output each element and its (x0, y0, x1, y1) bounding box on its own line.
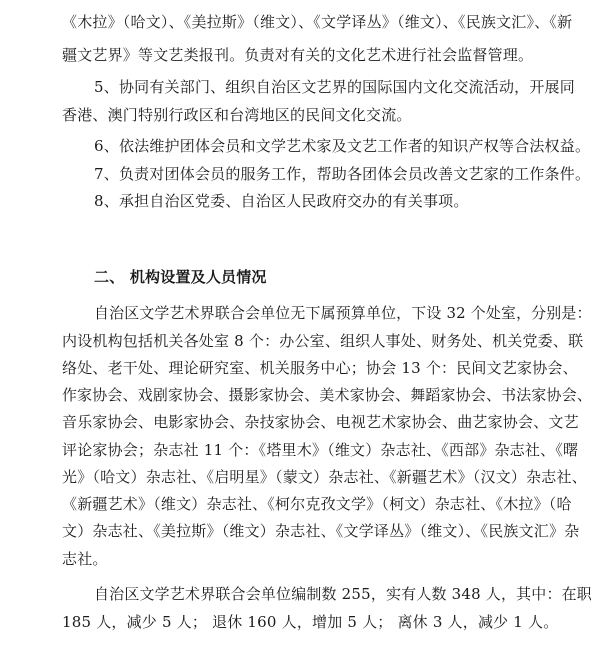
text-line: 8、承担自治区党委、自治区人民政府交办的有关事项。 (94, 192, 469, 210)
text-line: 7、负责对团体会员的服务工作，帮助各团体会员改善文艺家的工作条件。 (94, 165, 591, 183)
text-line: 文）杂志社、《美拉斯》（维文）杂志社、《文学译丛》（维文）、《民族文汇》杂 (62, 522, 580, 540)
text-line: 络处、老干处、理论研究室、机关服务中心；协会 13 个：民间文艺家协会、 (62, 359, 578, 377)
text-line: 自治区文学艺术界联合会单位编制数 255，实有人数 348 人，其中：在职 (94, 585, 592, 603)
text-line: 《新疆艺术》（维文）杂志社、《柯尔克孜文学》（柯文）杂志社、《木拉》（哈 (62, 495, 572, 513)
text-line: 音乐家协会、电影家协会、杂技家协会、电视艺术家协会、曲艺家协会、文艺 (62, 413, 579, 431)
text-line: 评论家协会；杂志社 11 个：《塔里木》（维文）杂志社、《西部》杂志社、《曙 (62, 441, 579, 459)
text-line: 《木拉》（哈文）、《美拉斯》（维文）、《文学译丛》（维文）、《民族文汇》、《新 (62, 13, 573, 31)
text-line: 香港、澳门特别行政区和台湾地区的民间文化交流。 (62, 106, 412, 124)
text-line: 作家协会、戏剧家协会、摄影家协会、美术家协会、舞蹈家协会、书法家协会、 (62, 386, 592, 404)
text-line: 5、协同有关部门、组织自治区文艺界的国际国内文化交流活动，开展同 (94, 78, 575, 96)
text-line: 内设机构包括机关各处室 8 个：办公室、组织人事处、财务处、机关党委、联 (62, 332, 584, 350)
text-line: 疆文艺界》等文艺类报刊。负责对有关的文化艺术进行社会监督管理。 (62, 46, 534, 64)
text-line: 光》（哈文）杂志社、《启明星》（蒙文）杂志社、《新疆艺术》（汉文）杂志社、 (62, 468, 587, 486)
text-line: 6、依法维护团体会员和文学艺术家及文艺工作者的知识产权等合法权益。 (94, 137, 591, 155)
text-line: 185 人，减少 5 人； 退休 160 人，增加 5 人； 离休 3 人，减少 1 人。 (62, 613, 559, 631)
text-line: 志社。 (62, 550, 108, 568)
text-line: 自治区文学艺术界联合会单位无下属预算单位，下设 32 个处室，分别是： (94, 304, 592, 322)
section-heading: 二、 机构设置及人员情况 (94, 268, 267, 286)
